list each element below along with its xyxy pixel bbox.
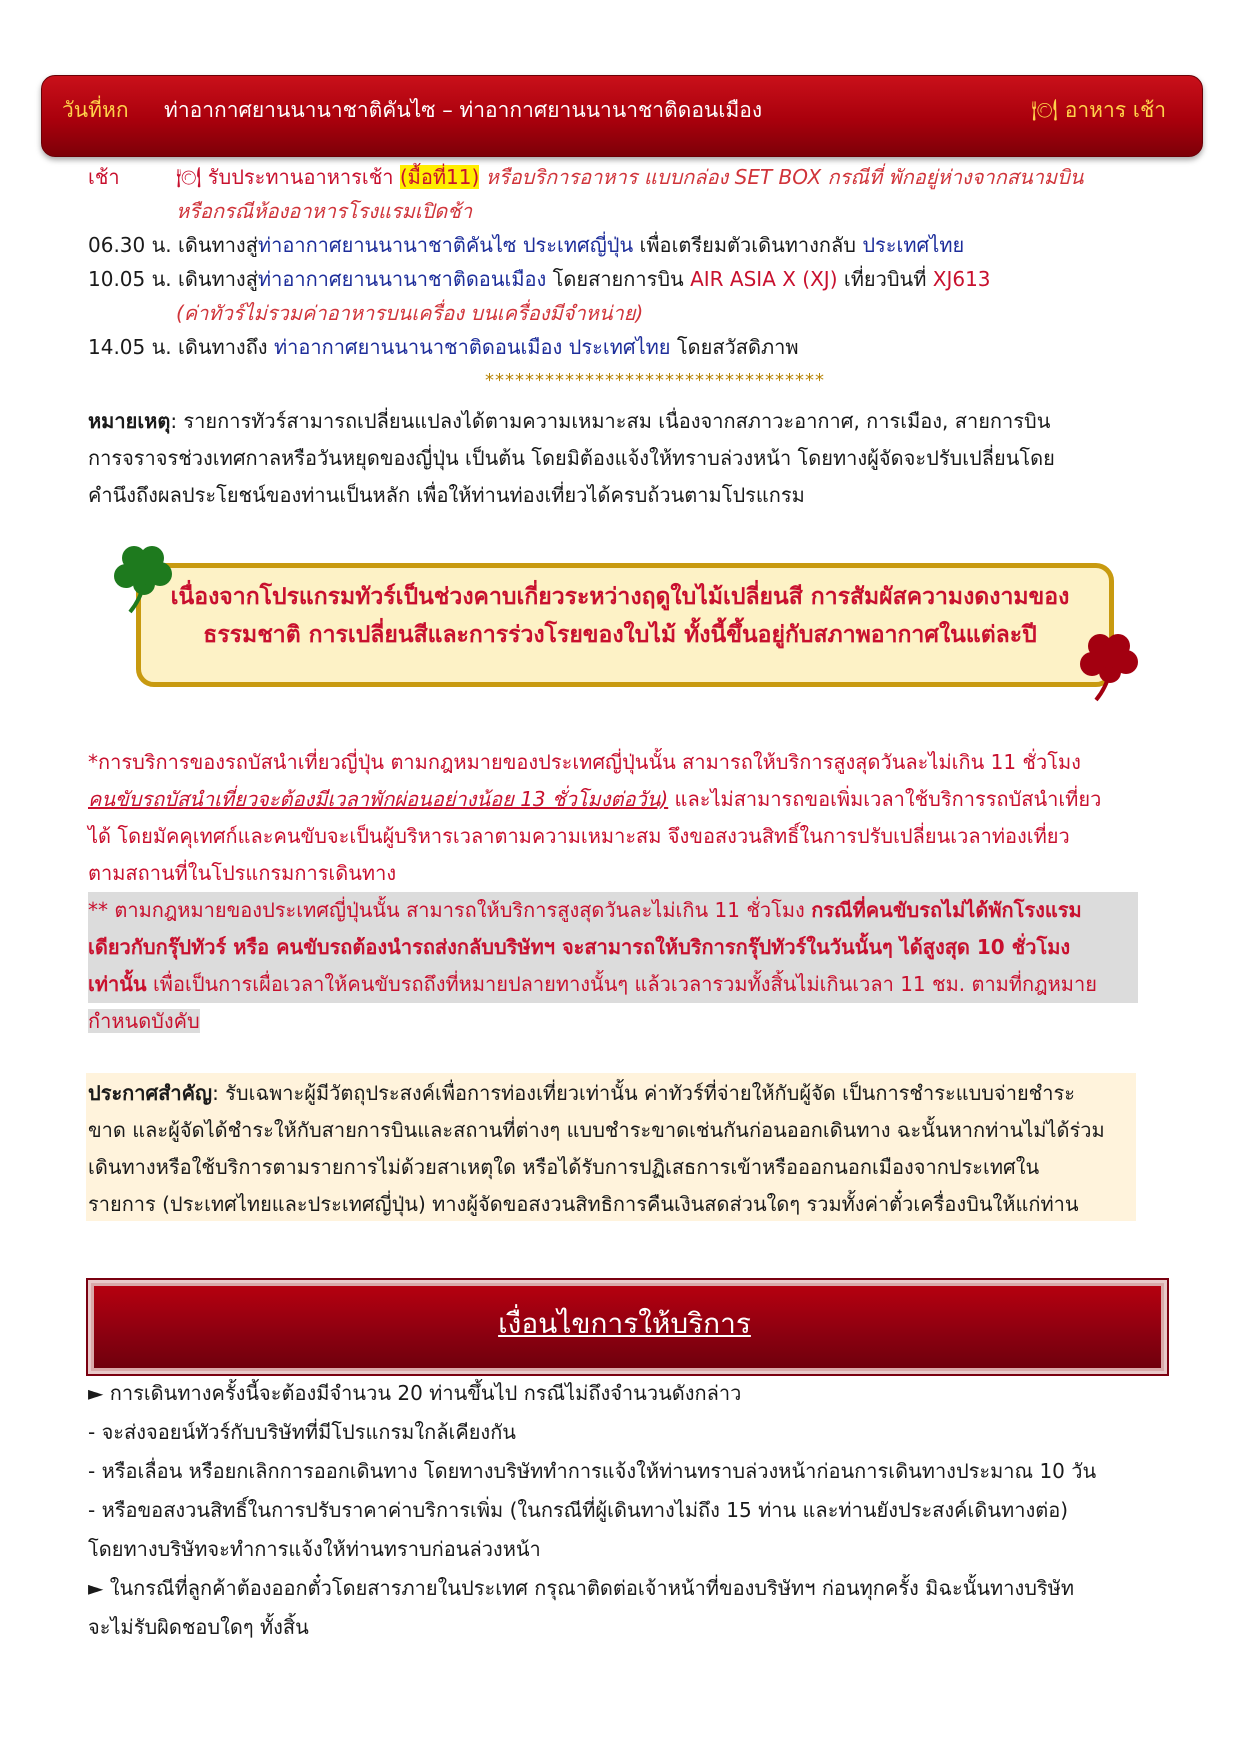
- bus-paragraph: [88, 744, 1138, 1040]
- divider-stars: **********************************: [485, 370, 825, 391]
- t2-note: (ค่าทัวร์ไม่รวมค่าอาหารบนเครื่อง บนเครื่องมีจำหน่าย): [176, 301, 644, 325]
- bus-g1a: ** ตามกฎหมายของประเทศญี่ปุ่นนั้น สามารถให้บริการสูงสุดวันละไม่เกิน 11 ชั่วโมง: [88, 898, 812, 922]
- t1-a: เดินทางสู่: [178, 233, 258, 257]
- bus-gray-line-4: กำหนดบังคับ: [88, 1009, 200, 1033]
- announcement-label: ประกาศสำคัญ: [88, 1081, 213, 1105]
- bus-g2: เดียวกับกรุ๊ปทัวร์ หรือ คนขับรถต้องนำรถส่งกลับบริษัทฯ จะสามารถให้บริการกรุ๊ปทัวร์ในวันนั้นๆ ได้สูงสุด 10 ชั่วโมง: [88, 935, 1071, 959]
- bus-line-4: ตามสถานที่ในโปรแกรมการเดินทาง: [88, 861, 397, 885]
- t2-e: เที่ยวบินที่: [843, 267, 927, 291]
- bus-line-2-rest: และไม่สามารถขอเพิ่มเวลาใช้บริการรถบัสนำเที่ยว: [668, 787, 1102, 811]
- plate-icon: 🍽: [1031, 98, 1059, 122]
- t2-c: โดยสายการบิน: [552, 267, 684, 291]
- bus-g3b: เพื่อเป็นการเผื่อเวลาให้คนขับรถถึงที่หมายปลายทางนั้นๆ แล้วเวลารวมทั้งสิ้นไม่เกินเวลา 11 ชม. ตามที่กฎหมาย: [146, 972, 1097, 996]
- day-route: ท่าอากาศยานนานาชาติคันไซ – ท่าอากาศยานนานาชาติดอนเมือง: [164, 98, 763, 122]
- morning-text: รับประทานอาหารเช้า: [207, 165, 394, 189]
- meal-number: (มื้อที่11): [399, 165, 480, 189]
- t1-b: ท่าอากาศยานนานาชาติคันไซ ประเทศญี่ปุ่น: [257, 233, 634, 257]
- morning-row: [88, 160, 120, 194]
- red-clover-icon: [1076, 628, 1144, 702]
- conditions-title: เงื่อนไขการให้บริการ: [498, 1307, 751, 1340]
- announcement-line-4: รายการ (ประเทศไทยและประเทศญี่ปุ่น) ทางผู้จัดขอสงวนสิทธิการคืนเงินสดส่วนใดๆ รวมทั้งค่าตั๋วเครื่องบินให้แก่ท่าน: [88, 1192, 1079, 1216]
- t3-a: เดินทางถึง: [178, 335, 268, 359]
- bus-gray-line-2: [88, 929, 1138, 966]
- t2-b: ท่าอากาศยานนานาชาติดอนเมือง: [257, 267, 547, 291]
- remark-line-1: : รายการทัวร์สามารถเปลี่ยนแปลงได้ตามความเหมาะสม เนื่องจากสภาวะอากาศ, การเมือง, สายการบิน: [170, 409, 1051, 433]
- timeline-row-2: [88, 262, 991, 296]
- green-clover-icon: [110, 540, 178, 614]
- condition-item: โดยทางบริษัทจะทำการแจ้งให้ท่านทราบก่อนล่วงหน้า: [88, 1537, 541, 1561]
- morning-rest-2: หรือกรณีห้องอาหารโรงแรมเปิดช้า: [176, 199, 473, 223]
- bus-gray-line-1: [88, 892, 1138, 929]
- remark-paragraph: [88, 403, 1138, 514]
- condition-item: - จะส่งจอยน์ทัวร์กับบริษัทที่มีโปรแกรมใกล้เคียงกัน: [88, 1420, 516, 1444]
- t2-a: เดินทางสู่: [178, 267, 258, 291]
- bus-g1b: กรณีที่คนขับรถไม่ได้พักโรงแรม: [811, 898, 1082, 922]
- condition-item: ► ในกรณีที่ลูกค้าต้องออกตั๋วโดยสารภายในประเทศ กรุณาติดต่อเจ้าหน้าที่ของบริษัทฯ ก่อนทุกครั้ง มิฉะนั้นทางบริษัท: [88, 1576, 1075, 1600]
- day-meal: [1031, 94, 1166, 127]
- t3-c: โดยสวัสดิภาพ: [676, 335, 799, 359]
- remark-label: หมายเหตุ: [88, 409, 171, 433]
- notice-line-1: เนื่องจากโปรแกรมทัวร์เป็นช่วงคาบเกี่ยวระหว่างฤดูใบไม้เปลี่ยนสี การสัมผัสความงดงามของ: [170, 584, 1070, 610]
- condition-item: - หรือขอสงวนสิทธิ์ในการปรับราคาค่าบริการเพิ่ม (ในกรณีที่ผู้เดินทางไม่ถึง 15 ท่าน และท่านยังประสงค์เดินทางต่อ): [88, 1498, 1069, 1522]
- day-meal-label: อาหาร เช้า: [1064, 98, 1166, 122]
- morning-detail: [176, 160, 1083, 194]
- notice-line-2: ธรรมชาติ การเปลี่ยนสีและการร่วงโรยของใบไม้ ทั้งนี้ขึ้นอยู่กับสภาพอากาศในแต่ละปี: [203, 622, 1037, 648]
- remark-line-3: คำนึงถึงผลประโยชน์ของท่านเป็นหลัก เพื่อให้ท่านท่องเที่ยวได้ครบถ้วนตามโปรแกรม: [88, 483, 805, 507]
- remark-line-2: การจราจรช่วงเทศกาลหรือวันหยุดของญี่ปุ่น เป็นต้น โดยมิต้องแจ้งให้ทราบล่วงหน้า โดยทางผู้จัดจะปรับเปลี่ยนโดย: [88, 446, 1055, 470]
- morning-label: เช้า: [88, 165, 120, 189]
- bus-line-3: ได้ โดยมัคคุเทศก์และคนขับจะเป็นผู้บริหารเวลาตามความเหมาะสม จึงขอสงวนสิทธิ์ในการปรับเปลี่ยนเวลาท่องเที่ยว: [88, 824, 1070, 848]
- timeline-row-3: [88, 330, 799, 364]
- time-2: 10.05 น.: [88, 267, 172, 291]
- day-label: วันที่หก: [62, 98, 129, 122]
- notice-text: [150, 578, 1090, 654]
- announcement-line-3: เดินทางหรือใช้บริการตามรายการไม่ด้วยสาเหตุใด หรือได้รับการปฏิเสธการเข้าหรือออกนอกเมืองจากประเทศใน: [88, 1155, 1040, 1179]
- bus-gray-line-3: [88, 966, 1138, 1003]
- morning-rest-1: หรือบริการอาหาร แบบกล่อง SET BOX กรณีที่ พักอยู่ห่างจากสนามบิน: [485, 165, 1084, 189]
- announcement-line-2: ขาด และผู้จัดได้ชำระให้กับสายการบินและสถานที่ต่างๆ แบบชำระขาดเช่นกันก่อนออกเดินทาง ฉะนั้นหากท่านไม่ได้ร่วม: [88, 1118, 1105, 1142]
- time-3: 14.05 น.: [88, 335, 172, 359]
- t3-b: ท่าอากาศยานนานาชาติดอนเมือง ประเทศไทย: [273, 335, 671, 359]
- time-1: 06.30 น.: [88, 233, 172, 257]
- bus-g3a: เท่านั้น: [88, 972, 147, 996]
- bus-line-1: *การบริการของรถบัสนำเที่ยวญี่ปุ่น ตามกฎหมายของประเทศญี่ปุ่นนั้น สามารถให้บริการสูงสุดวันละไม่เกิน 11 ชั่วโมง: [88, 750, 1081, 774]
- t1-c: เพื่อเตรียมตัวเดินทางกลับ: [639, 233, 856, 257]
- announcement-line-1: : รับเฉพาะผู้มีวัตถุประสงค์เพื่อการท่องเที่ยวเท่านั้น ค่าทัวร์ที่จ่ายให้กับผู้จัด เป็นการชำระแบบจ่ายชำระ: [212, 1081, 1075, 1105]
- plate-icon: 🍽: [176, 165, 202, 189]
- condition-item: ► การเดินทางครั้งนี้จะต้องมีจำนวน 20 ท่านขึ้นไป กรณีไม่ถึงจำนวนดังกล่าว: [88, 1381, 742, 1405]
- day-header-bar: [41, 75, 1203, 157]
- timeline-row-1: [88, 228, 964, 262]
- t2-d: AIR ASIA X (XJ): [690, 267, 838, 291]
- condition-item: - หรือเลื่อน หรือยกเลิกการออกเดินทาง โดยทางบริษัททำการแจ้งให้ท่านทราบล่วงหน้าก่อนการเดินทางประมาณ 10 วัน: [88, 1459, 1097, 1483]
- bus-line-2-underline: คนขับรถบัสนำเที่ยวจะต้องมีเวลาพักผ่อนอย่างน้อย 13 ชั่วโมงต่อวัน): [88, 787, 669, 811]
- conditions-list: [88, 1374, 1148, 1647]
- announcement-text: [88, 1075, 1134, 1223]
- t2-f: XJ613: [932, 267, 991, 291]
- t1-d: ประเทศไทย: [862, 233, 965, 257]
- condition-item: จะไม่รับผิดชอบใดๆ ทั้งสิ้น: [88, 1615, 309, 1639]
